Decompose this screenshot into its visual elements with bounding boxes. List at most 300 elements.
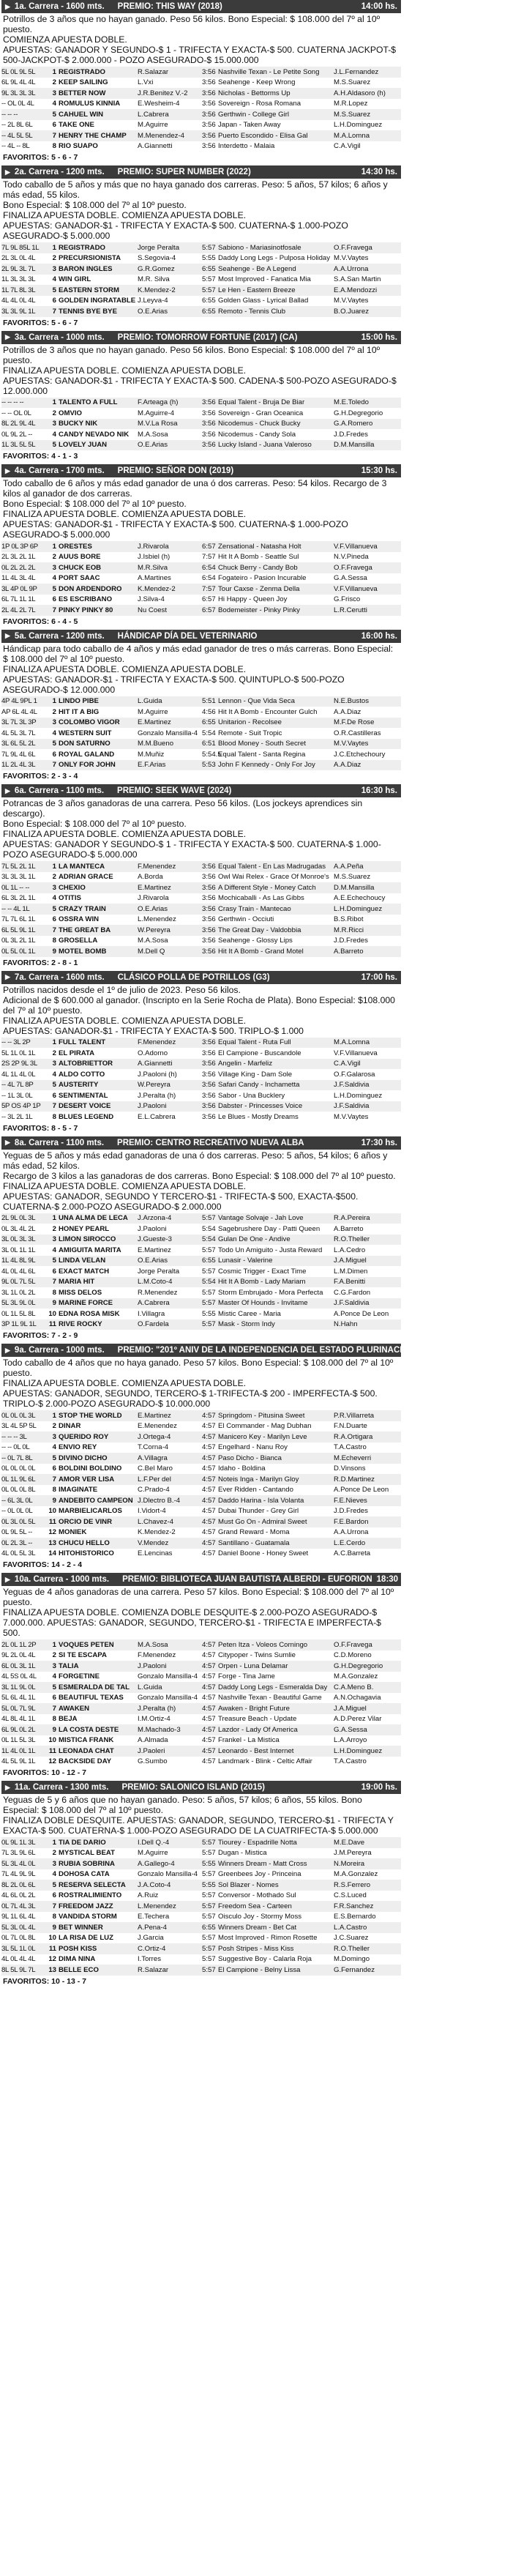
pedigree: Daniel Boone - Honey Sweet [218,1549,309,1558]
entry-form: 6L 7L 1L 1L [1,595,36,604]
entry-number: 4 [52,1070,56,1079]
entry-row [1,1848,401,1859]
age-weight: 4:57 [202,1640,216,1649]
jockey-name: J.Isbiel (h) [138,553,170,562]
jockey-name: E.Martinez [138,1246,171,1254]
entry-row [1,728,401,739]
entry-row [1,1059,401,1070]
entry-number: 4 [52,430,56,439]
entry-number: 13 [48,1538,56,1547]
pedigree: Leonardo - Best Internet [218,1746,294,1755]
pedigree: Manicero Key - Marilyn Leve [218,1432,307,1441]
age-weight: 3:56 [202,904,216,913]
race-premio: PREMIO: TOMORROW FORTUNE (2017) (CA) [117,332,298,342]
entry-form: 7L 3L 9L 6L [1,1849,36,1858]
horse-name: DIMA NINA [59,1955,96,1964]
entry-row [1,1954,401,1965]
horse-name: EASTERN STORM [59,286,119,294]
horse-name: ADRIAN GRACE [59,873,113,882]
entry-row [1,296,401,307]
age-weight: 5:57 [202,243,216,252]
entry-number: 3 [52,1859,56,1868]
pedigree: Lucky Island - Juana Valeroso [218,441,312,450]
pedigree: Citypoper - Twins Sumlie [218,1651,296,1660]
entry-row [1,584,401,595]
entry-row [1,1213,401,1224]
pedigree: Must Go On - Admiral Sweet [218,1517,307,1526]
trainer-name: A.Ponce De Leon [334,1486,389,1494]
horse-name: GROSELLA [59,937,98,945]
age-weight: 6:55 [202,307,216,316]
trainer-name: M.R.Lopez [334,100,368,108]
entry-number: 3 [52,89,56,97]
entry-form: 0L 9L 1L 3L [1,1838,36,1847]
pedigree: Equal Talent - Santa Regina [218,750,306,759]
entry-form: 4L 0L 4L 6L [1,1267,36,1276]
age-weight: 6:57 [202,542,216,551]
race-title [15,1575,372,1584]
horse-name: THE GREAT BA [59,926,111,934]
trainer-name: A.A.Diaz [334,761,361,770]
entry-number: 14 [48,1549,56,1558]
entry-form: 1L 2L 4L 3L [1,761,36,770]
entry-form: -- 0L 7L 8L [1,1453,33,1462]
race-number-distance: 9a. Carrera - 1000 mts. [14,1346,105,1355]
horse-name: ANDEBITO CAMPEON [59,1496,133,1505]
horse-name: SI TE ESCAPA [59,1651,107,1660]
horse-name: DINAR [59,1422,81,1431]
race-premio: PREMIO: CENTRO RECREATIVO NUEVA ALBA [117,1138,304,1147]
race-conditions-line: FINALIZA APUESTA DOBLE. COMIENZA APUESTA DOBLE. [3,1015,247,1026]
age-weight: 3:56 [202,398,216,407]
entry-row [1,760,401,771]
trainer-name: E.A.Mendozzi [334,286,378,294]
entry-number: 1 [52,1038,56,1047]
horse-name: HENRY THE CHAMP [59,131,127,140]
jockey-name: Gonzalo Mansilla-4 [138,729,198,737]
race-number-distance: 2a. Carrera - 1200 mts. [14,168,105,176]
pedigree: El Commander - Mag Dubhan [218,1422,312,1431]
entry-form: 4L 6L 0L 2L [1,1891,36,1900]
horse-name: DOHOSA CATA [59,1870,110,1879]
trainer-name: M.V.Vaytes [334,1112,369,1121]
entry-form: 7L 4L 9L 9L [1,1870,36,1879]
trainer-name: J.F.Saldivia [334,1102,370,1111]
race-time: 14:00 hs. [361,2,397,11]
horse-name: HIT IT A BIG [59,707,100,716]
jockey-name: F.Menendez [138,862,176,871]
horse-name: TALENTO A FULL [59,398,118,407]
pedigree: Seahenge - Keep Wrong [218,78,296,87]
play-arrow-icon: ▶ [5,1346,10,1354]
race-section [1,630,401,781]
entry-number: 5 [52,286,56,294]
trainer-name: D.M.Mansilla [334,883,375,892]
jockey-name: J.Arzona-4 [138,1214,172,1223]
entry-number: 1 [52,1214,56,1223]
entry-number: 3 [52,1235,56,1244]
age-weight: 3:56 [202,947,216,956]
race-title [15,2,357,11]
trainer-name: M.Domingo [334,1955,370,1964]
age-weight: 4:56 [202,707,216,716]
trainer-name: J.D.Fredes [334,937,368,945]
jockey-name: L.Menendez [138,915,176,924]
trainer-name: J.L.Fernandez [334,67,379,76]
horse-name: LEONADA CHAT [59,1746,114,1755]
horse-name: EDNA ROSA MISK [59,1309,120,1318]
trainer-name: F.N.Duarte [334,1422,367,1431]
entry-number: 9 [52,1496,56,1505]
age-weight: 6:57 [202,606,216,614]
jockey-name: J.Peralta (h) [138,1704,176,1713]
jockey-name: E.L.Cabrera [138,1112,176,1121]
entry-row [1,1703,401,1714]
jockey-name: M.R.Silva [138,563,168,572]
age-weight: 4:57 [202,1651,216,1660]
entry-row [1,1287,401,1298]
entry-number: 7 [52,761,56,770]
entry-row [1,429,401,440]
age-weight: 4:57 [202,1736,216,1745]
jockey-name: J.Gueste-3 [138,1235,172,1244]
entry-row [1,1080,401,1091]
entry-form: 4L 5L 9L 1L [1,1757,36,1766]
race-section [1,1136,401,1341]
jockey-name: R.Salazar [138,1965,169,1974]
entry-form: 3L 3L 3L 1L [1,873,36,882]
entry-row [1,1661,401,1672]
entry-number: 8 [52,937,56,945]
pedigree: Unitarion - Recolsee [218,718,282,727]
jockey-name: O.Adorno [138,1049,168,1057]
pedigree: Cosmic Trigger - Exact Time [218,1267,307,1276]
horse-name: OSSRA WIN [59,915,100,924]
trainer-name: J.M.Pereyra [334,1849,372,1858]
jockey-name: C.Prado-4 [138,1486,170,1494]
age-weight: 5:57 [202,275,216,284]
entry-form: 0L 1L 5L 8L [1,1309,36,1318]
entry-form: 0L 7L 4L 3L [1,1902,36,1910]
jockey-name: M.Aguirre [138,1849,168,1858]
horse-name: CHUCK EOB [59,563,102,572]
entry-form: 9L 3L 3L 3L [1,89,36,97]
trainer-name: O.F.Fravega [334,243,372,252]
entry-form: 5L 1L 0L 1L [1,1049,36,1057]
entry-number: 1 [52,697,56,706]
trainer-name: F.R.Sanchez [334,1902,374,1910]
horse-name: ENVIO REY [59,1443,97,1452]
trainer-name: L.H.Dominguez [334,1091,383,1100]
age-weight: 3:56 [202,1060,216,1068]
entry-form: 1L 4L 8L 9L [1,1257,36,1265]
jockey-name: J.Leyva-4 [138,297,168,305]
race-conditions-line: FINALIZA APUESTA DOBLE. COMIENZA APUESTA DOBLE. [3,1180,247,1191]
pedigree: Dabster - Princesses Voice [218,1102,303,1111]
horse-name: COLOMBO VIGOR [59,718,120,727]
entry-row [1,1485,401,1496]
entry-form: 8L 5L 9L 7L [1,1965,36,1974]
entry-row [1,595,401,606]
trainer-name: P.R.Villarreta [334,1411,375,1420]
entry-row [1,1943,401,1954]
entry-number: 2 [52,707,56,716]
pedigree: Awaken - Bright Future [218,1704,290,1713]
horse-name: AUUS BORE [59,553,101,562]
entries-table [1,1038,401,1123]
trainer-name: C.A.Meno B. [334,1683,374,1691]
trainer-name: J.F.Saldivia [334,1299,370,1308]
pedigree: Treasure Beach - Update [218,1715,297,1724]
age-weight: 3:56 [202,1038,216,1047]
pedigree: Remoto - Tennis Club [218,307,286,316]
entry-number: 3 [52,1661,56,1670]
age-weight: 3:56 [202,110,216,119]
horse-name: ALTOBRIETTOR [59,1060,113,1068]
entries-table [1,398,401,451]
play-arrow-icon: ▶ [5,632,10,639]
horse-name: DIVINO DICHO [59,1453,108,1462]
entry-form: 5P OS 4P 1P [1,1102,41,1111]
race-conditions-line: Yeguas de 5 años y más edad ganadoras de una ó dos carreras. Peso: 5 años, 54 kilos; 6 años y más edad, 52 kilos. [3,1150,388,1171]
entry-number: 3 [52,718,56,727]
horse-name: PORT SAAC [59,574,100,583]
jockey-name: M.Aguirre-4 [138,409,175,417]
pedigree: Sovereign - Gran Oceanica [218,409,304,417]
jockey-name: L.F.Per del [138,1475,171,1484]
pedigree: Mochicaballi - As Las Gibbs [218,894,304,903]
entry-form: 4L 1L 4L 0L [1,1070,36,1079]
race-time: 15:30 hs. [361,466,397,475]
race-section [1,331,401,461]
trainer-name: A.E.Echechoucy [334,894,386,903]
race-premio: PREMIO: "201º ANIV DE LA INDEPENDENCIA DEL ESTADO PLURINACIONAL DE BOLIVIA" [117,1346,481,1355]
favorites: FAVORITOS: 10 - 13 - 7 [3,1976,86,1986]
age-weight: 5:54 [202,1235,216,1244]
entry-row [1,275,401,286]
pedigree: Posh Stripes - Miss Kiss [218,1944,294,1953]
entry-row [1,1527,401,1538]
pedigree: Most Improved - Fanatica Mia [218,275,311,284]
pedigree: Owl Wai Relex - Grace Of Monroe's [218,873,329,882]
horse-name: STOP THE WORLD [59,1411,122,1420]
horse-name: OMVIO [59,409,82,417]
race-conditions-line: Potrillos de 3 años que no hayan ganado. Peso 56 kilos. Bono Especial: $ 108.000 del 7º al 10º puesto. [3,14,381,34]
entry-form: 0L 1L 5L 3L [1,1736,36,1745]
entry-number: 11 [48,1944,56,1953]
trainer-name: M.E.Toledo [334,398,369,407]
entry-form: 5L 3L 9L 0L [1,1299,36,1308]
trainer-name: M.A.Gonzalez [334,1870,378,1879]
jockey-name: M.Menendez-4 [138,131,184,140]
jockey-name: J.Paoloni [138,1224,167,1233]
entry-form: 3P 1L 9L 1L [1,1320,37,1329]
entry-row [1,541,401,552]
horse-name: ORESTES [59,542,92,551]
jockey-name: O.E.Arias [138,441,168,450]
jockey-name: F.Menendez [138,1651,176,1660]
race-conditions-line: APUESTAS: GANADOR-$1 - TRIFECTA Y EXACTA-$ 500. CUATERNA-$ 1.000-POZO ASEGURADO-$ 5.000.000 [3,519,348,540]
jockey-name: A.Gallego-4 [138,1859,175,1868]
horse-name: ESMERALDA DE TAL [59,1683,130,1691]
trainer-name: O.F.Fravega [334,1640,372,1649]
jockey-name: Jorge Peralta [138,243,180,252]
entry-row [1,1112,401,1123]
entry-form: 0L 1L -- -- [1,883,30,892]
race-conditions [1,797,401,861]
horse-name: RIO SUAPO [59,142,98,151]
entry-row [1,749,401,760]
age-weight: 3:56 [202,883,216,892]
jockey-name: S.Segovia-4 [138,254,176,263]
trainer-name: R.A.Ortigara [334,1432,373,1441]
age-weight: 5:57 [202,1955,216,1964]
entry-row [1,1224,401,1235]
entry-row [1,1549,401,1560]
entry-form: 6L 3L 2L 1L [1,894,36,903]
entry-number: 1 [52,542,56,551]
entry-number: 11 [48,1517,56,1526]
entry-number: 5 [52,584,56,593]
entry-number: 1 [52,1411,56,1420]
jockey-name: C.Bel Maro [138,1464,173,1473]
race-section [1,464,401,626]
pedigree: Paso Dicho - Bianca [218,1453,282,1462]
age-weight: 3:56 [202,67,216,76]
pedigree: Daddy Long Legs - Pulposa Holiday [218,254,331,263]
horse-name: SENTIMENTAL [59,1091,108,1100]
entries-table [1,861,401,957]
entry-number: 5 [52,1453,56,1462]
entry-form: 0L 0L 0L 8L [1,1486,36,1494]
race-conditions-line: FINALIZA APUESTA DOBLE. COMIENZA APUESTA DOBLE. [3,365,247,376]
entry-form: 7L 9L 4L 6L [1,750,36,759]
entry-number: 2 [52,254,56,263]
entry-number: 10 [48,1507,56,1516]
entry-row [1,1298,401,1309]
race-conditions-line: APUESTAS: GANADOR Y SEGUNDO-$ 1 - TRIFECTA Y EXACTA-$ 500. CUATERNA JACKPOT-$ 500-JACKPOT-$ 2.000.000 - POZO ASEGURADO-$ 15.000.000 [3,45,397,65]
trainer-name: L.H.Dominguez [334,1746,383,1755]
pedigree: Gerthwin - College Girl [218,110,290,119]
jockey-name: R.Salazar [138,67,169,76]
entry-row [1,1693,401,1704]
pedigree: Landmark - Blink - Celtic Affair [218,1757,312,1766]
play-arrow-icon: ▶ [5,1139,10,1146]
race-time: 15:00 hs. [361,332,397,342]
trainer-name: C.D.Moreno [334,1651,372,1660]
race-premio: PREMIO: BIBLIOTECA JUAN BAUTISTA ALBERDI - EUFORION [122,1575,372,1584]
jockey-name: E.Menendez [138,1422,177,1431]
entry-form: 7L 7L 6L 1L [1,915,36,924]
race-title [15,1346,480,1355]
entry-number: 3 [52,883,56,892]
jockey-name: J.Garcia [138,1934,164,1943]
entry-form: -- -- 3L 2P [1,1038,31,1047]
horse-name: FULL TALENT [59,1038,106,1047]
entry-row [1,253,401,264]
horse-name: MARBIELICARLOS [59,1507,122,1516]
horse-name: LIMON SIROCCO [59,1235,116,1244]
entry-row [1,408,401,419]
jockey-name: J.Paoloni [138,1661,167,1670]
age-weight: 4:57 [202,1683,216,1691]
pedigree: John F Kennedy - Only For Joy [218,761,315,770]
entry-row [1,562,401,573]
pedigree: Winners Dream - Matt Cross [218,1859,307,1868]
age-weight: 3:56 [202,1081,216,1090]
pedigree: Tiourey - Espadrille Notta [218,1838,297,1847]
age-weight: 5:57 [202,1934,216,1943]
entry-number: 6 [52,121,56,130]
trainer-name: M.F.De Rose [334,718,375,727]
pedigree: Nicholas - Bettorms Up [218,89,291,97]
jockey-name: J.R.Benitez V.-2 [138,89,188,97]
pedigree: Nicodemus - Candy Sola [218,430,296,439]
horse-name: BLUES LEGEND [59,1112,114,1121]
entry-row [1,1682,401,1693]
entry-row [1,1421,401,1432]
horse-name: QUERIDO ROY [59,1432,109,1441]
jockey-name: M.V.La Rosa [138,420,178,428]
jockey-name: L.Guida [138,1683,162,1691]
jockey-name: J.Dlectro B.-4 [138,1496,181,1505]
entry-row [1,1912,401,1923]
race-conditions-line: FINALIZA APUESTA DOBLE. COMIENZA DOBLE DESQUITE-$ 2.000-POZO ASEGURADO-$ 7.000.000. APUESTAS: GANADOR, SEGUNDO, TERCERO-$1 - TRIFECTA E IMPERFECTA-$ 500. [3,1607,381,1638]
jockey-name: M.Aguirre [138,707,168,716]
entry-number: 9 [52,947,56,956]
race-section [1,165,401,327]
age-weight: 5:57 [202,1288,216,1297]
trainer-name: M.E.Dave [334,1838,365,1847]
favorites: FAVORITOS: 10 - 12 - 7 [3,1768,86,1777]
entry-row [1,946,401,957]
horse-name: MISTICA FRANK [59,1736,114,1745]
age-weight: 5:57 [202,1320,216,1329]
horse-name: ONLY FOR JOHN [59,761,116,770]
race-conditions-line: Hándicap para todo caballo de 4 años y más edad ganador de tres o más carreras. Bono Especial: $ 108.000 del 7º al 10º puesto. [3,643,394,664]
entries-table [1,1837,401,1976]
jockey-name: A.Ruiz [138,1891,159,1900]
entry-row [1,419,401,430]
entry-number: 1 [52,243,56,252]
trainer-name: J.A.Miguel [334,1257,367,1265]
race-title [15,1139,357,1147]
favorites: FAVORITOS: 5 - 6 - 7 [3,318,78,327]
age-weight: 4:57 [202,1486,216,1494]
race-section [1,1344,521,1569]
entry-number: 10 [48,1934,56,1943]
entry-row [1,1650,401,1661]
age-weight: 6:51 [202,740,216,748]
jockey-name: K.Mendez-2 [138,1528,176,1537]
trainer-name: R.O.Theller [334,1235,370,1244]
horse-name: CANDY NEVADO NIK [59,430,130,439]
entry-number: 6 [52,595,56,604]
race-header [1,1136,401,1150]
race-header [1,971,401,984]
entry-form: 5L 0L 9L 5L [1,67,36,76]
entry-number: 5 [52,1081,56,1090]
trainer-name: J.C.Suarez [334,1934,369,1943]
horse-name: DESERT VOICE [59,1102,111,1111]
pedigree: Lunasir - Valerine [218,1257,273,1265]
race-time: 18:00 hs. [484,1346,521,1355]
age-weight: 4:57 [202,1517,216,1526]
trainer-name: J.F.Saldivia [334,1081,370,1090]
pedigree: Orpen - Luna Delamar [218,1661,288,1670]
age-weight: 3:56 [202,937,216,945]
age-weight: 6:55 [202,264,216,273]
